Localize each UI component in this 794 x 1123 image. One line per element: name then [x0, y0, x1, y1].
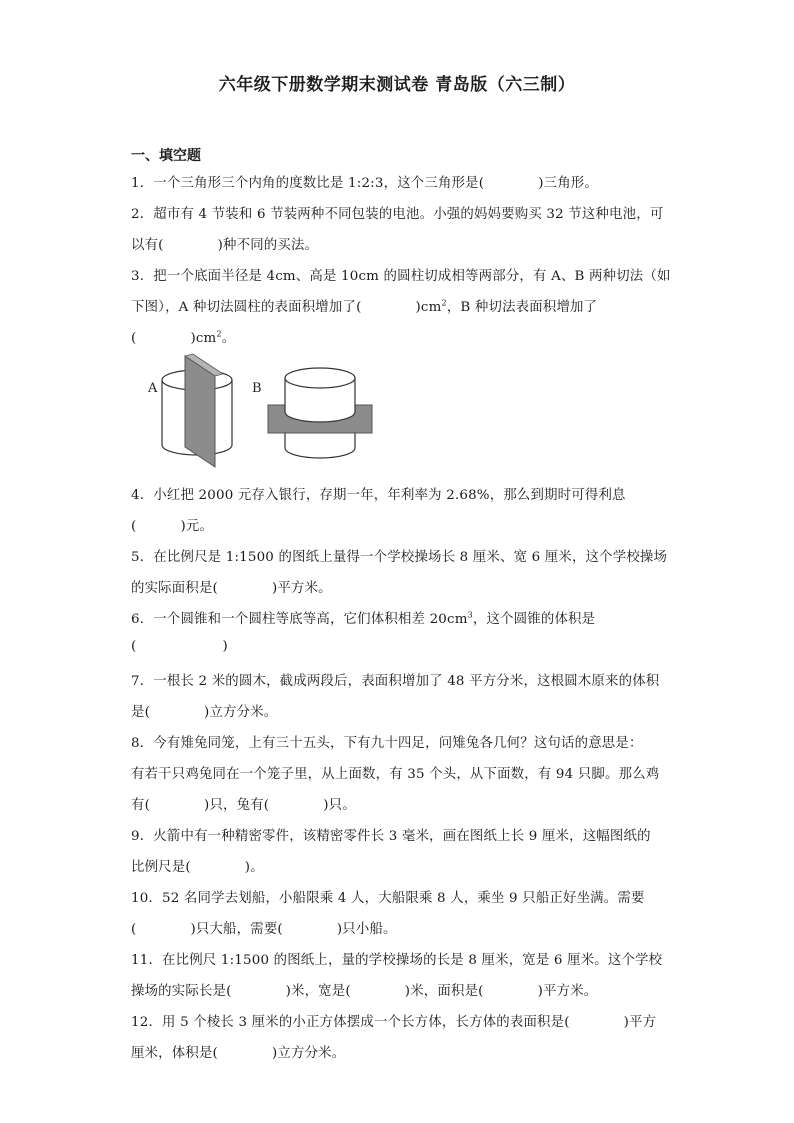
question-8-line-3: 有( )只，兔有( )只。	[131, 798, 356, 813]
question-5-line-1: 5．在比例尺是 1:1500 的图纸上量得一个学校操场长 8 厘米、宽 6 厘米，这个学校操场	[131, 550, 668, 565]
question-1: 1．一个三角形三个内角的度数比是 1:2:3，这个三角形是( )三角形。	[131, 176, 598, 191]
question-4-line-2: ( )元。	[131, 519, 214, 534]
question-7-line-1: 7．一根长 2 米的圆木，截成两段后，表面积增加了 48 平方分米，这根圆木原来的体积	[131, 674, 660, 689]
question-12-line-1: 12．用 5 个棱长 3 厘米的小正方体摆成一个长方体，长方体的表面积是( )平方	[131, 1015, 657, 1030]
figure-label-a: A	[148, 381, 158, 396]
question-10-line-1: 10．52 名同学去划船，小船限乘 4 人，大船限乘 8 人，乘坐 9 只船正好坐满。需要	[131, 891, 645, 906]
section-heading: 一、填空题	[131, 148, 201, 164]
question-2-line-1: 2．超市有 4 节装和 6 节装两种不同包装的电池。小强的妈妈要购买 32 节这种电池，可	[131, 207, 664, 222]
cylinder-a-vertical-cut	[162, 354, 232, 467]
question-6-line-2: ( )	[131, 639, 228, 654]
question-9-line-2: 比例尺是( )。	[131, 860, 264, 875]
question-8-line-2: 有若干只鸡兔同在一个笼子里，从上面数，有 35 个头，从下面数，有 94 只脚。那么鸡	[131, 767, 660, 782]
question-7-line-2: 是( )立方分米。	[131, 705, 278, 720]
question-3-line-3: ( )$cm^2$。	[131, 329, 236, 346]
cylinder-cut-figure	[140, 350, 400, 470]
question-9-line-1: 9．火箭中有一种精密零件，该精密零件长 3 毫米，画在图纸上长 9 厘米，这幅图纸的	[131, 829, 651, 844]
question-10-line-2: ( )只大船，需要( )只小船。	[131, 922, 397, 937]
question-11-line-2: 操场的实际长是( )米，宽是( )米，面积是( )平方米。	[131, 984, 598, 999]
figure-label-b: B	[252, 381, 262, 396]
question-3-line-2: 下图），A 种切法圆柱的表面积增加了( )$cm^2$，B 种切法表面积增加了	[131, 298, 598, 315]
question-11-line-1: 11．在比例尺 1:1500 的图纸上，量的学校操场的长是 8 厘米，宽是 6 厘米。这个学校	[131, 953, 663, 968]
question-2-line-2: 以有( )种不同的买法。	[131, 238, 319, 253]
question-8-line-1: 8．今有雉兔同笼，上有三十五头，下有九十四足，问雉兔各几何？这句话的意思是：	[131, 736, 643, 751]
question-3-line-1: 3．把一个底面半径是 4cm、高是 10cm 的圆柱切成相等两部分，有 A、B 两种切法（如	[131, 269, 671, 284]
question-5-line-2: 的实际面积是( )平方米。	[131, 581, 332, 596]
question-12-line-2: 厘米，体积是( )立方分米。	[131, 1046, 346, 1061]
cylinder-b-horizontal-cut	[268, 368, 372, 458]
page-title: 六年级下册数学期末测试卷 青岛版（六三制）	[218, 75, 576, 95]
question-6-line-1: 6．一个圆锥和一个圆柱等底等高，它们体积相差 $20cm^3$，这个圆锥的体积是	[131, 610, 596, 627]
question-4-line-1: 4．小红把 2000 元存入银行，存期一年，年利率为 2.68%，那么到期时可得利息	[131, 488, 626, 503]
